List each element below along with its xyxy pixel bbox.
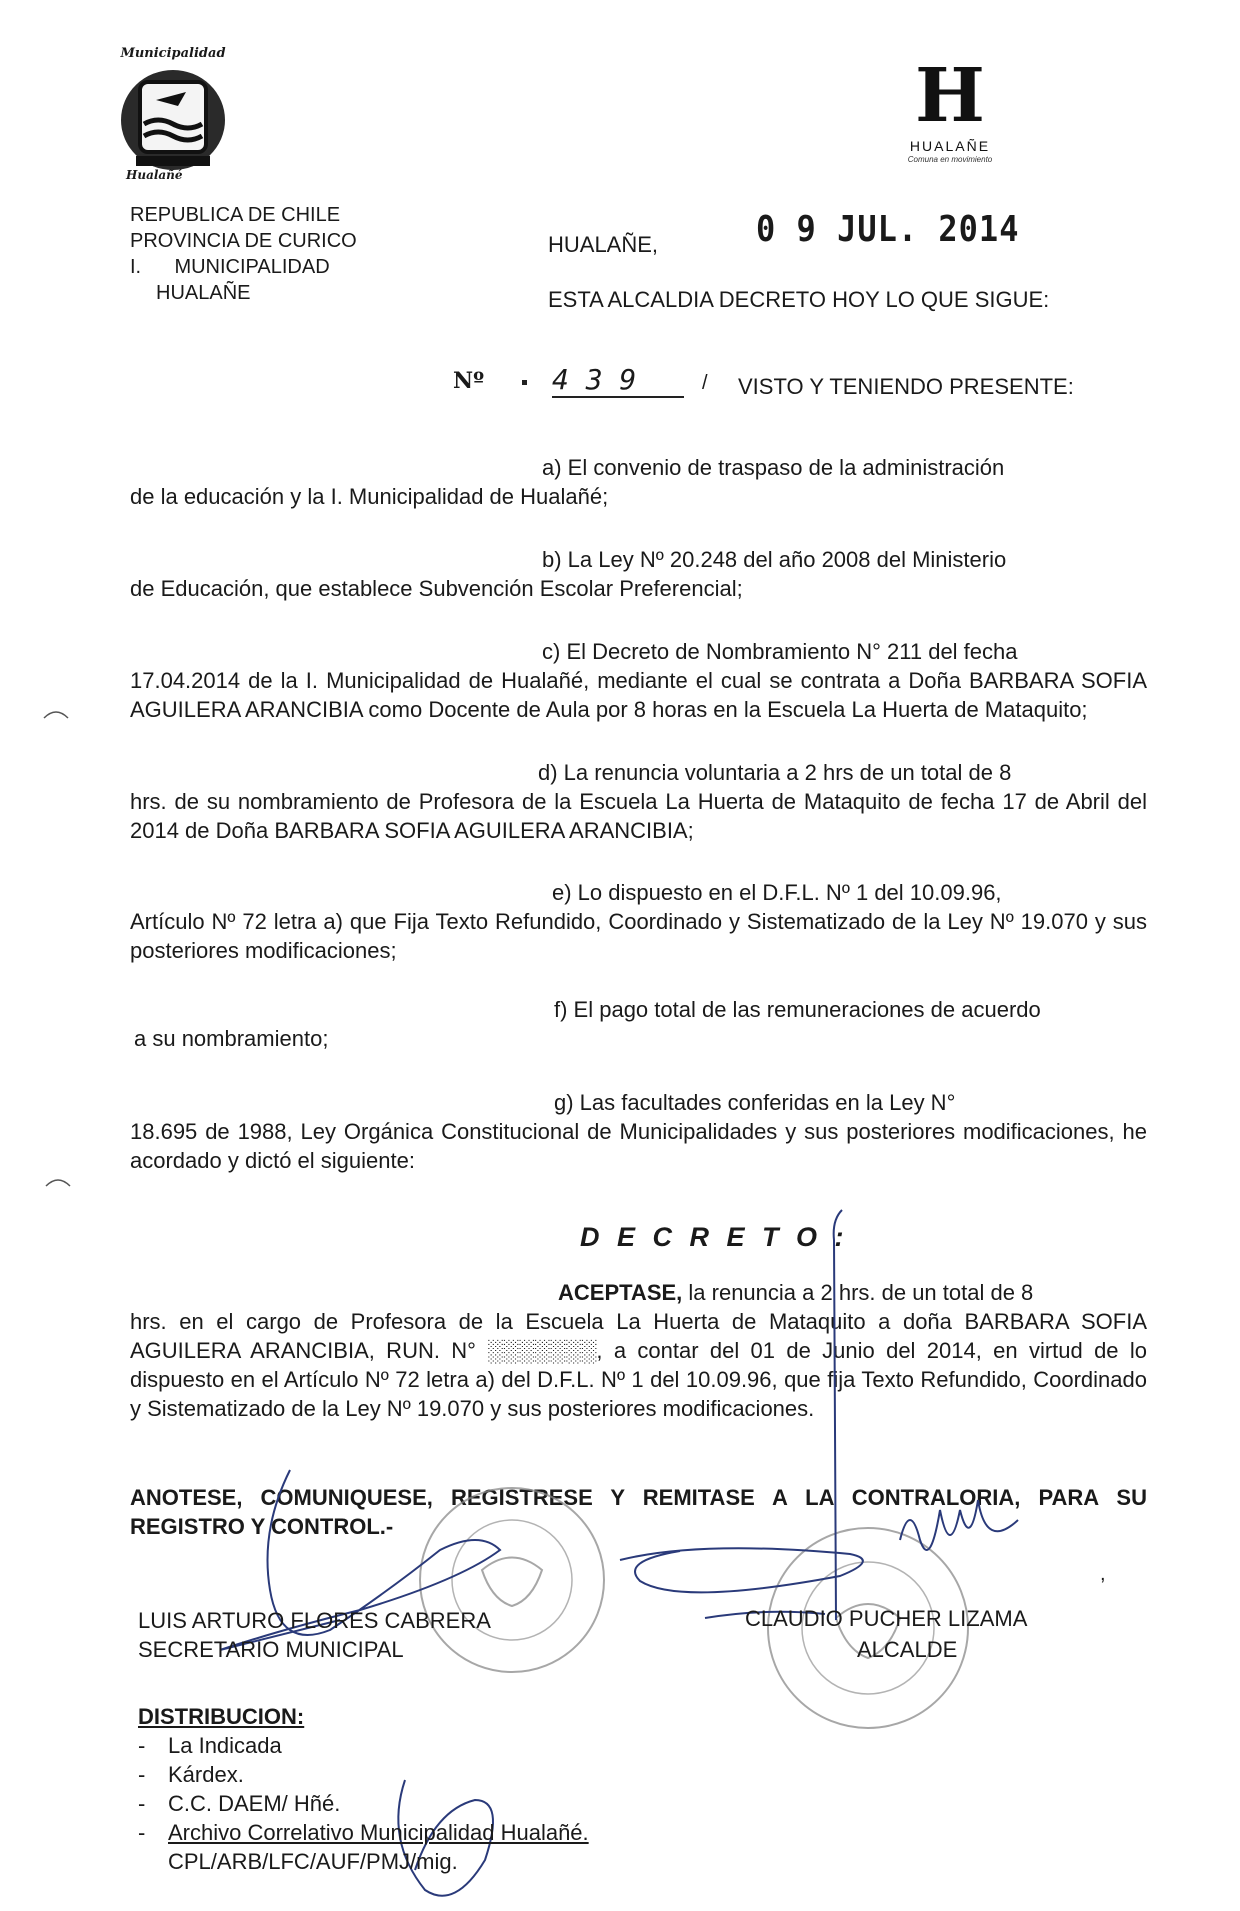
consideration-f-rest: a su nombramiento; (134, 1026, 329, 1051)
mayor-signature (620, 1500, 1018, 1592)
pen-stroke-vertical (834, 1210, 842, 1620)
org-line-3: I. MUNICIPALIDAD (130, 256, 330, 278)
margin-mark-2 (46, 1180, 70, 1186)
distribution-item-4: - Archivo Correlativo Municipalidad Hualañé. (138, 1820, 589, 1845)
distribution-item-3-text: C.C. DAEM/ Hñé. (168, 1791, 341, 1816)
number-slash: / (702, 372, 708, 394)
decree-number: 4 3 9 (552, 364, 684, 398)
consideration-b-first: b) La Ley Nº 20.248 del año 2008 del Ministerio (542, 547, 1007, 572)
distribution-title: DISTRIBUCION: (138, 1704, 305, 1729)
consideration-a-rest: de la educación y la I. Municipalidad de Hualañé; (130, 484, 609, 509)
distribution-item-3: - C.C. DAEM/ Hñé. (138, 1791, 341, 1816)
secretary-title: SECRETARIO MUNICIPAL (138, 1637, 404, 1662)
tick-mark: , (1100, 1563, 1106, 1585)
distribution-item-2-text: Kárdex. (168, 1762, 244, 1787)
place-label: HUALAÑE, (548, 232, 659, 257)
distribution-initials: CPL/ARB/LFC/AUF/PMJ/mig. (168, 1849, 458, 1874)
consideration-c-rest: 17.04.2014 de la I. Municipalidad de Hualañé, mediante el cual se contrata a Doña BARBARA SOFIA AGUILERA ARANCIBIA como Docente de Aula por 8 horas en la Escuela La Huerta de Mataquito; (130, 668, 1147, 722)
date-stamp: 0 9 JUL. 2014 (756, 208, 1020, 250)
logo-letter: H (915, 53, 985, 139)
consideration-f-first: f) El pago total de las remuneraciones de acuerdo (554, 997, 1041, 1022)
consideration-a-first: a) El convenio de traspaso de la administración (542, 455, 1005, 480)
closing-statement: ANOTESE, COMUNIQUESE, REGISTRESE Y REMITASE A LA CONTRALORIA, PARA SU REGISTRO Y CONTROL.- (130, 1485, 1147, 1539)
distribution (138, 1702, 589, 1876)
consideration-e-rest: Artículo Nº 72 letra a) que Fija Texto Refundido, Coordinado y Sistematizado de la Ley Nº 19.070 y sus posteriores modificaciones; (130, 909, 1147, 963)
logo-slogan: Comuna en movimiento (907, 155, 993, 164)
margin-mark-1 (44, 712, 68, 718)
consideration-d-first: d) La renuncia voluntaria a 2 hrs de un total de 8 (538, 760, 1012, 785)
org-line-4: HUALAÑE (156, 282, 251, 304)
crest-label-top: Municipalidad (120, 46, 226, 61)
logo-name: HUALAÑE (909, 138, 991, 154)
decree-lead: ACEPTASE, (558, 1280, 683, 1305)
decree-intro: ESTA ALCALDIA DECRETO HOY LO QUE SIGUE: (548, 287, 1050, 312)
org-line-1: REPUBLICA DE CHILE (130, 204, 341, 226)
consideration-c-first: c) El Decreto de Nombramiento N° 211 del fecha (542, 639, 1018, 664)
crest-label-bottom: Hualañé (126, 168, 183, 182)
visto-label: VISTO Y TENIENDO PRESENTE: (738, 374, 1074, 399)
consideration-b-rest: de Educación, que establece Subvención Escolar Preferencial; (130, 576, 743, 601)
consideration-e-first: e) Lo dispuesto en el D.F.L. Nº 1 del 10.09.96, (552, 880, 1002, 905)
org-line-2: PROVINCIA DE CURICO (130, 230, 357, 252)
consideration-g-first: g) Las facultades conferidas en la Ley N° (554, 1090, 956, 1115)
consideration-d-rest: hrs. de su nombramiento de Profesora de la Escuela La Huerta de Mataquito de fecha 17 de Abril del 2014 de Doña BARBARA SOFIA AGUILERA ARANCIBIA; (130, 789, 1147, 843)
distribution-item-1-text: La Indicada (168, 1733, 282, 1758)
mayor-title: ALCALDE (857, 1637, 958, 1662)
decree-first: la renuncia a 2 hrs. de un total de 8 (682, 1280, 1034, 1305)
consideration-g-rest: 18.695 de 1988, Ley Orgánica Constitucional de Municipalidades y sus posteriores modificaciones, he acordado y dictó el siguiente: (130, 1119, 1147, 1173)
distribution-item-4-text: Archivo Correlativo Municipalidad Hualañé. (168, 1820, 589, 1845)
mayor-name: CLAUDIO PUCHER LIZAMA (745, 1606, 1028, 1631)
decree-rest: hrs. en el cargo de Profesora de la Escuela La Huerta de Mataquito a doña BARBARA SOFIA AGUILERA ARANCIBIA, RUN. N° ░░░░░░░, a contar del 01 de Junio del 2014, en virtud de lo dispuesto en el Artículo Nº 72 letra a) del D.F.L. Nº 1 del 10.09.96, que fija Texto Refundido, Coordinado y Sistematizado de la Ley Nº 19.070 y sus posteriores modificaciones. (130, 1309, 1147, 1421)
distribution-item-2: - Kárdex. (138, 1762, 244, 1787)
number-prefix: Nº (453, 368, 485, 394)
decree-heading: D E C R E T O : (580, 1222, 849, 1252)
secretary-stamp (420, 1488, 604, 1672)
distribution-item-1: - La Indicada (138, 1733, 282, 1758)
secretary-name: LUIS ARTURO FLORES CABRERA (138, 1608, 491, 1633)
